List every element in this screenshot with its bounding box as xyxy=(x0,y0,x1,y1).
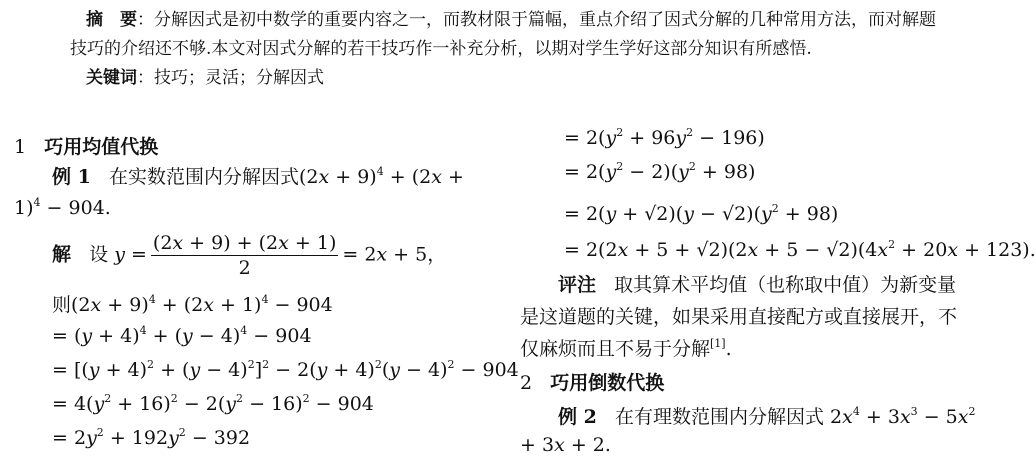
solution-1-text: 设 xyxy=(89,243,109,266)
section-2-heading xyxy=(520,368,664,395)
example-1-line-1: 例 1 在实数范围内分解因式$(2x + 9)^4 + (2x$ + xyxy=(52,165,464,188)
citation-1: [1] xyxy=(710,337,726,350)
solution-1-line-10: = $2(2x + 5 + √2)(2x + 5 - √2)(4x^2 + 20x + 123)$. xyxy=(564,238,1036,261)
solution-1-line-2: 则$(2x + 9)^4 + (2x + 1)^4 - 904$ xyxy=(52,293,333,316)
solution-1-line-8: = $2(y^2 - 2)(y^2 + 98)$ xyxy=(564,160,756,183)
remark-text-2: 是这道题的关键，如果采用直接配方或直接展开，不 xyxy=(520,306,958,328)
abstract-block xyxy=(70,6,990,93)
solution-1-label: 解 xyxy=(52,243,72,266)
section-1-number: 1 xyxy=(14,136,27,158)
example-1-label: 例 1 xyxy=(52,166,91,188)
section-2-title: 巧用倒数代换 xyxy=(550,372,665,394)
remark-line-3: 仅麻烦而且不易于分解[1]. xyxy=(520,337,732,360)
example-2-text: 在有理数范围内分解因式 xyxy=(614,406,824,428)
section-2-number: 2 xyxy=(520,372,533,394)
remark-text-3: 仅麻烦而且不易于分解 xyxy=(520,338,711,360)
solution-1-line-9: = $2(y + √2)(y - √2)(y^2 + 98)$ xyxy=(564,202,839,225)
solution-1-line-1: 解 设 y = $\frac{(2x + 9) + (2x + 1)}{2}$ = 2x + 5， xyxy=(52,232,447,279)
section-1-heading xyxy=(14,132,158,159)
abstract-line-1: 摘 要：分解因式是初中数学的重要内容之一，而教材限于篇幅，重点介绍了因式分解的几种常用方法，而对解题 xyxy=(86,10,936,30)
example-2-label: 例 2 xyxy=(558,406,597,428)
solution-1-line-7: = $2(y^2 + 96y^2 - 196)$ xyxy=(564,126,765,149)
mean-fraction: $\frac{(2x + 9) + (2x + 1)}{2}$ xyxy=(152,232,337,279)
solution-1-line-3: = $(y + 4)^4 + (y - 4)^4 - 904$ xyxy=(52,324,312,347)
keywords-line: 关键词：技巧；灵活；分解因式 xyxy=(86,68,324,88)
example-1-text: 在实数范围内分解因式 xyxy=(108,166,299,188)
example-2-line-1: 例 2 在有理数范围内分解因式 $2x^4 + 3x^3 - 5x^2$ xyxy=(558,405,976,428)
keywords-text: 技巧；灵活；分解因式 xyxy=(154,68,324,88)
remark-line-1 xyxy=(558,270,956,297)
example-1-line-2: 1)$^4$ − 904. xyxy=(14,196,111,219)
section-1-title: 巧用均值代换 xyxy=(44,136,159,158)
example-2-line-2: + 3x + 2. xyxy=(520,434,611,456)
abstract-text-2: 技巧的介绍还不够.本文对因式分解的若干技巧作一补充分析，以期对学生学好这部分知识有所感悟. xyxy=(70,39,812,59)
abstract-text-1: 分解因式是初中数学的重要内容之一，而教材限于篇幅，重点介绍了因式分解的几种常用方法，而对解题 xyxy=(154,10,936,30)
keywords-label: 关键词 xyxy=(86,68,137,88)
solution-1-line-6: = $2y^2 + 192y^2 - 392$ xyxy=(52,426,251,449)
solution-1-line-4: = $[(y + 4)^2 + (y - 4)^2]^2 - 2(y + 4)^2(y - 4)^2 - 904$ xyxy=(52,358,519,381)
remark-line-2 xyxy=(520,302,957,329)
abstract-label: 摘 要 xyxy=(86,10,137,30)
abstract-line-2 xyxy=(70,35,990,64)
remark-text-1: 取其算术平均值（也称取中值）为新变量 xyxy=(614,274,957,296)
solution-1-line-5: = $4(y^2 + 16)^2 - 2(y^2 - 16)^2 - 904$ xyxy=(52,392,374,415)
remark-label: 评注 xyxy=(558,274,597,296)
